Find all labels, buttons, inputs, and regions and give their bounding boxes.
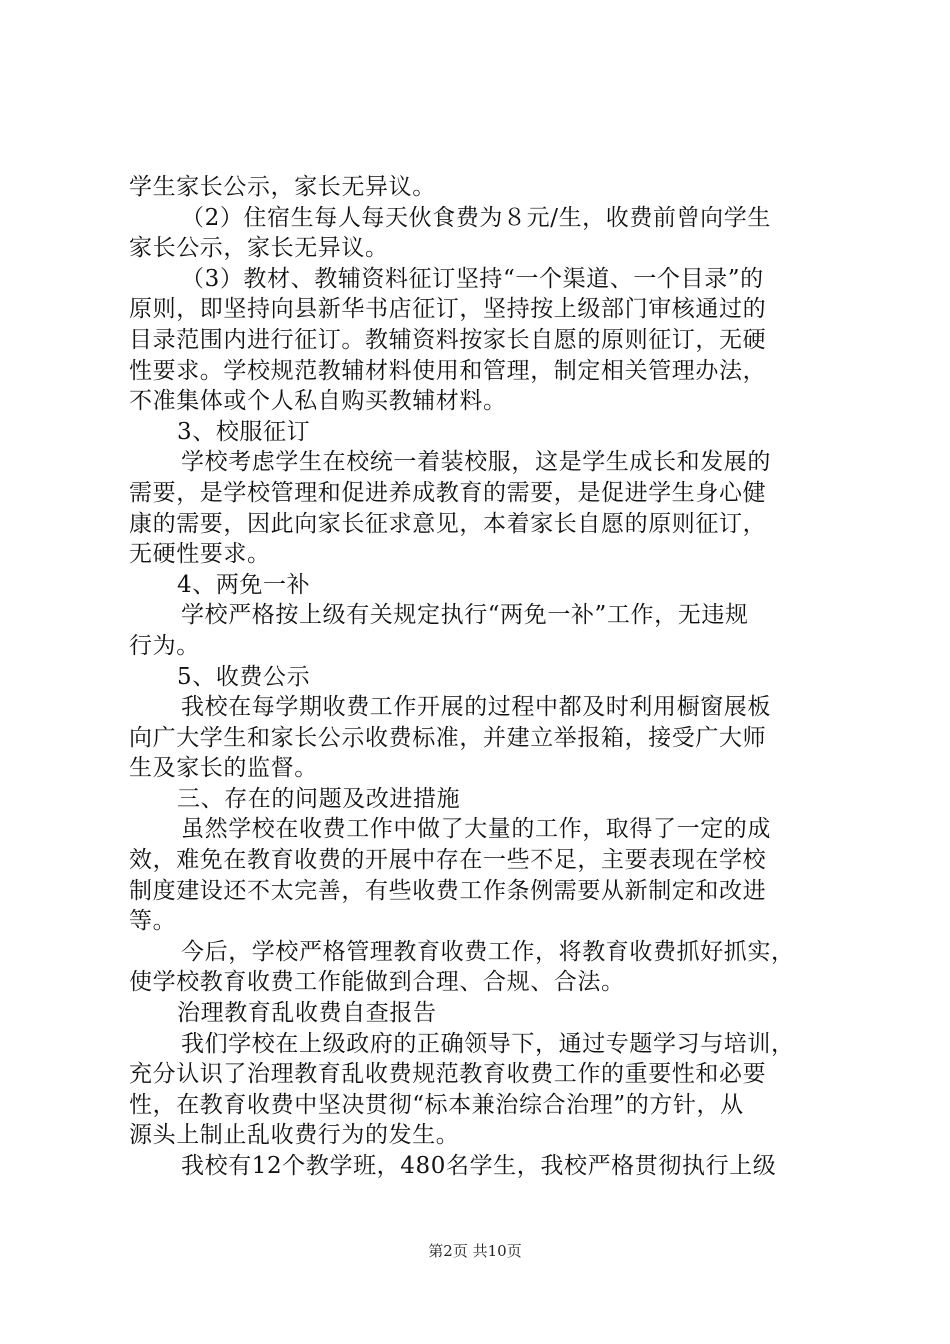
text-line: 向广大学生和家长公示收费标准，并建立举报箱，接受广大师 [129, 724, 767, 751]
text-line: 家长公示，家长无异议。 [129, 235, 389, 262]
text-line: 源头上制止乱收费行为的发生。 [129, 1122, 460, 1149]
text-line: 等。 [129, 908, 177, 935]
document-body [129, 172, 834, 1182]
text-line: 我校有12个教学班，480名学生，我校严格贯彻执行上级 [181, 1153, 777, 1179]
text-line: 充分认识了治理教育乱收费规范教育收费工作的重要性和必要 [129, 1061, 767, 1088]
page-number-footer: 第2页 共10页 [428, 1242, 522, 1260]
text-line: 性，在教育收费中坚决贯彻“标本兼治综合治理”的方针，从 [129, 1091, 744, 1118]
text-line: 行为。 [129, 632, 200, 659]
section-heading: 三、存在的问题及改进措施 [177, 785, 461, 812]
report-title: 治理教育乱收费自查报告 [177, 1000, 437, 1027]
text-line: 今后，学校严格管理教育收费工作，将教育收费抓好抓实， [181, 938, 795, 965]
text-line: 原则，即坚持向县新华书店征订，坚持按上级部门审核通过的 [129, 296, 767, 323]
text-line: 康的需要，因此向家长征求意见，本着家长自愿的原则征订， [129, 510, 767, 537]
text-line: 我校在每学期收费工作开展的过程中都及时利用橱窗展板 [181, 694, 771, 721]
text-line: 不准集体或个人私自购买教辅材料。 [129, 388, 507, 415]
text-line: 目录范围内进行征订。教辅资料按家长自愿的原则征订，无硬 [129, 326, 767, 353]
text-line: （2）住宿生每人每天伙食费为８元/生，收费前曾向学生 [181, 204, 771, 231]
text-line: 学校严格按上级有关规定执行“两免一补”工作，无违规 [181, 602, 749, 629]
text-line: 虽然学校在收费工作中做了大量的工作，取得了一定的成 [181, 816, 771, 843]
text-line: （3）教材、教辅资料征订坚持“一个渠道、一个目录”的 [181, 265, 764, 292]
text-line: 需要，是学校管理和促进养成教育的需要，是促进学生身心健 [129, 479, 767, 506]
text-line: 效，难免在教育收费的开展中存在一些不足，主要表现在学校 [129, 847, 767, 874]
text-line: 学校考虑学生在校统一着装校服，这是学生成长和发展的 [181, 449, 771, 476]
section-heading: 5、收费公示 [177, 663, 311, 690]
text-line: 制度建设还不太完善，有些收费工作条例需要从新制定和改进 [129, 877, 767, 904]
text-line: 我们学校在上级政府的正确领导下，通过专题学习与培训， [181, 1030, 795, 1057]
text-line: 学生家长公示，家长无异议。 [129, 174, 436, 200]
section-heading: 4、两免一补 [177, 571, 311, 598]
text-line: 无硬性要求。 [129, 541, 271, 568]
section-heading: 3、校服征订 [177, 418, 311, 445]
text-line: 性要求。学校规范教辅材料使用和管理，制定相关管理办法， [129, 357, 767, 384]
text-line: 使学校教育收费工作能做到合理、合规、合法。 [129, 969, 625, 996]
text-line: 生及家长的监督。 [129, 755, 318, 782]
